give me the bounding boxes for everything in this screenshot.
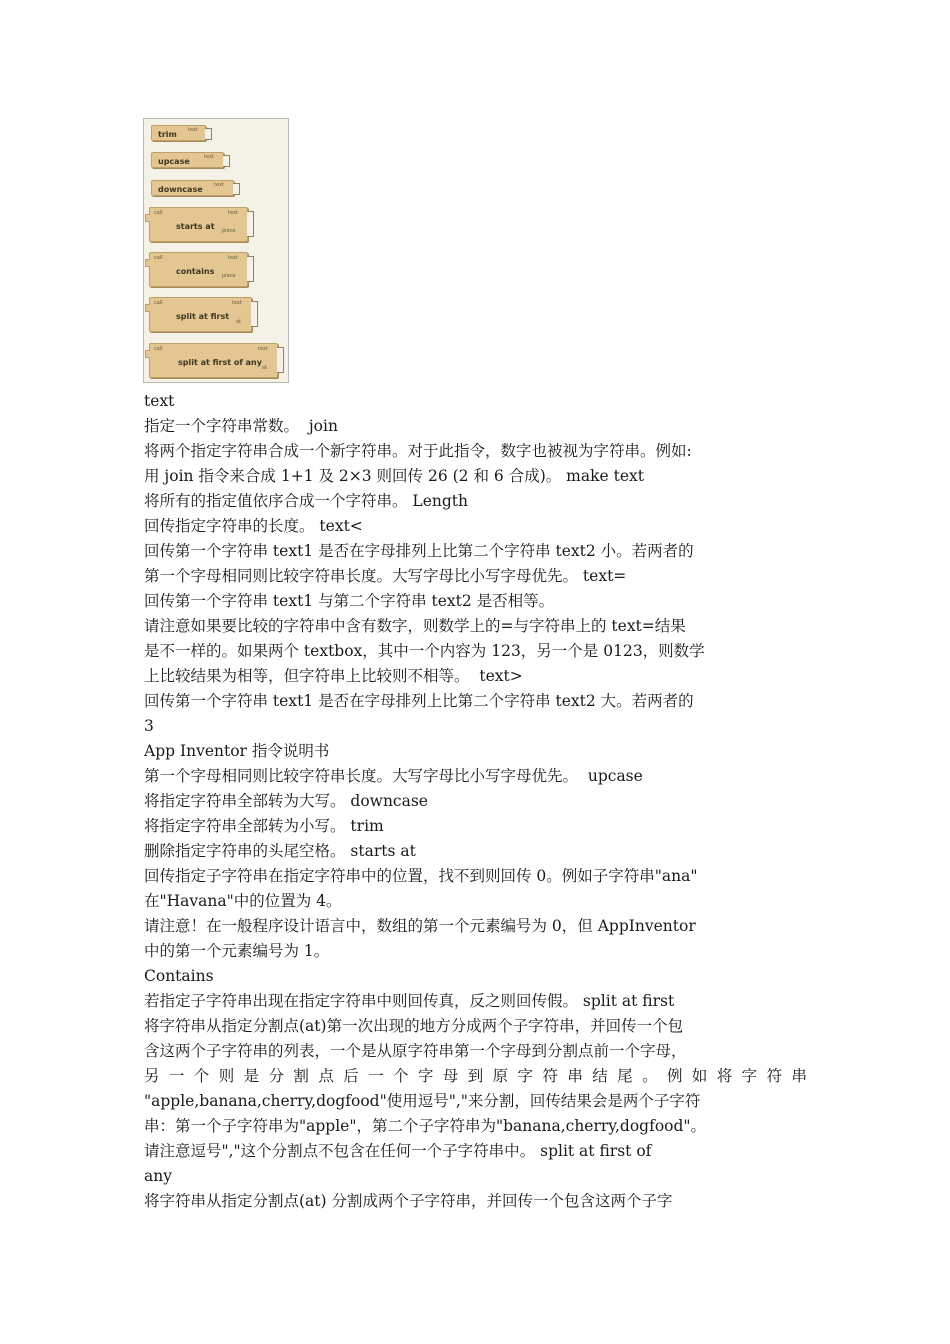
contains-block <box>149 252 248 287</box>
trim-block-socket: text <box>188 127 198 133</box>
split-at-first-of-any-call-label: call <box>154 346 163 352</box>
text-line: 中的第一个元素编号为 1。 <box>144 942 330 960</box>
text-line: any <box>144 1167 172 1185</box>
contains-block-label: contains <box>176 267 215 276</box>
text-line: 将字符串从指定分割点(at)第一次出现的地方分成两个子字符串，并回传一个包 <box>144 1017 684 1035</box>
text-line: 用 join 指令来合成 1+1 及 2×3 则回传 26 (2 和 6 合成)。 make text <box>144 467 644 485</box>
upcase-socket-icon <box>223 155 230 167</box>
trim-block <box>151 125 206 141</box>
text-line: 指定一个字符串常数。 join <box>144 417 338 435</box>
text-line: 请注意如果要比较的字符串中含有数字，则数学上的=与字符串上的 text=结果 <box>144 617 686 635</box>
split-at-first-of-any-text-socket: text <box>258 346 268 352</box>
text-line: 删除指定字符串的头尾空格。 starts at <box>144 842 416 860</box>
running-header: App Inventor 指令说明书 <box>144 742 330 760</box>
text-line: 回传指定字符串的长度。 text< <box>144 517 363 535</box>
starts-at-block <box>149 207 248 242</box>
starts-at-text-socket: text <box>228 210 238 216</box>
split-at-first-of-any-at-socket: at <box>262 365 268 371</box>
contains-nub-icon <box>145 259 150 267</box>
upcase-block-socket: text <box>204 154 214 160</box>
split-at-first-call-label: call <box>154 300 163 306</box>
text-line: 回传第一个字符串 text1 是否在字母排列上比第二个字符串 text2 大。若两者的 <box>144 692 694 710</box>
text-line: 将指定字符串全部转为大写。 downcase <box>144 792 428 810</box>
text-line: "apple,banana,cherry,dogfood"使用逗号","来分割，回传结果会是两个子字符 <box>144 1092 701 1110</box>
split-at-first-nub-icon <box>145 304 150 312</box>
split-at-first-of-any-block <box>149 343 278 378</box>
upcase-block-label: upcase <box>158 157 190 166</box>
split-at-first-of-any-block-label: split at first of any <box>178 358 262 367</box>
split-at-first-socket-icon <box>251 301 258 327</box>
upcase-block <box>151 152 224 168</box>
contains-call-label: call <box>154 255 163 261</box>
text-line: 将两个指定字符串合成一个新字符串。对于此指令，数字也被视为字符串。例如: <box>144 442 692 460</box>
contains-piece-socket: piece <box>222 273 236 279</box>
text-line: 回传指定子字符串在指定字符串中的位置，找不到则回传 0。例如子字符串"ana" <box>144 867 698 885</box>
split-at-first-text-socket: text <box>232 300 242 306</box>
starts-at-piece-socket: piece <box>222 228 236 234</box>
text-line: 是不一样的。如果两个 textbox，其中一个内容为 123，另一个是 0123，则数学 <box>144 642 705 660</box>
split-at-first-block-label: split at first <box>176 312 230 321</box>
starts-at-nub-icon <box>145 214 150 222</box>
text-line: 含这两个子字符串的列表，一个是从原字符串第一个字母到分割点前一个字母， <box>144 1042 687 1060</box>
text-line: 将所有的指定值依序合成一个字符串。 Length <box>144 492 469 510</box>
text-line: 将字符串从指定分割点(at) 分割成两个子字符串，并回传一个包含这两个子字 <box>144 1192 673 1210</box>
downcase-block <box>151 180 234 196</box>
text-line: 串：第一个子字符串为"apple"，第二个子字符串为"banana,cherry,dogfood"。 <box>144 1117 707 1135</box>
text-line: 回传第一个字符串 text1 与第二个字符串 text2 是否相等。 <box>144 592 555 610</box>
text-line: text <box>144 392 175 410</box>
text-line: 在"Havana"中的位置为 4。 <box>144 892 342 910</box>
downcase-socket-icon <box>233 183 240 195</box>
text-line: 请注意逗号","这个分割点不包含在任何一个子字符串中。 split at first of <box>144 1142 652 1160</box>
starts-at-socket-icon <box>247 211 254 237</box>
split-at-first-of-any-nub-icon <box>145 350 150 358</box>
trim-block-label: trim <box>158 130 177 139</box>
contains-text-socket: text <box>228 255 238 261</box>
text-line: 另 一 个 则 是 分 割 点 后 一 个 字 母 到 原 字 符 串 结 尾 。 例 如 将 字 符 串 <box>144 1067 807 1085</box>
starts-at-call-label: call <box>154 210 163 216</box>
text-line: 请注意！在一般程序设计语言中，数组的第一个元素编号为 0，但 AppInventor <box>144 917 696 935</box>
starts-at-block-label: starts at <box>176 222 215 231</box>
text-line: Contains <box>144 967 214 985</box>
text-line: 回传第一个字符串 text1 是否在字母排列上比第二个字符串 text2 小。若两者的 <box>144 542 694 560</box>
text-line: 若指定子字符串出现在指定字符串中则回传真，反之则回传假。 split at first <box>144 992 675 1010</box>
trim-socket-icon <box>205 128 212 140</box>
contains-socket-icon <box>247 256 254 282</box>
page-number: 3 <box>144 717 154 735</box>
text-line: 上比较结果为相等，但字符串上比较则不相等。 text> <box>144 667 523 685</box>
split-at-first-at-socket: at <box>236 319 242 325</box>
text-line: 将指定字符串全部转为小写。 trim <box>144 817 384 835</box>
text-blocks-palette-image <box>143 118 289 383</box>
split-at-first-of-any-socket-icon <box>277 347 284 373</box>
downcase-block-socket: text <box>214 182 224 188</box>
text-line: 第一个字母相同则比较字符串长度。大写字母比小写字母优先。 upcase <box>144 767 643 785</box>
text-line: 第一个字母相同则比较字符串长度。大写字母比小写字母优先。 text= <box>144 567 627 585</box>
downcase-block-label: downcase <box>158 185 203 194</box>
split-at-first-block <box>149 297 252 332</box>
